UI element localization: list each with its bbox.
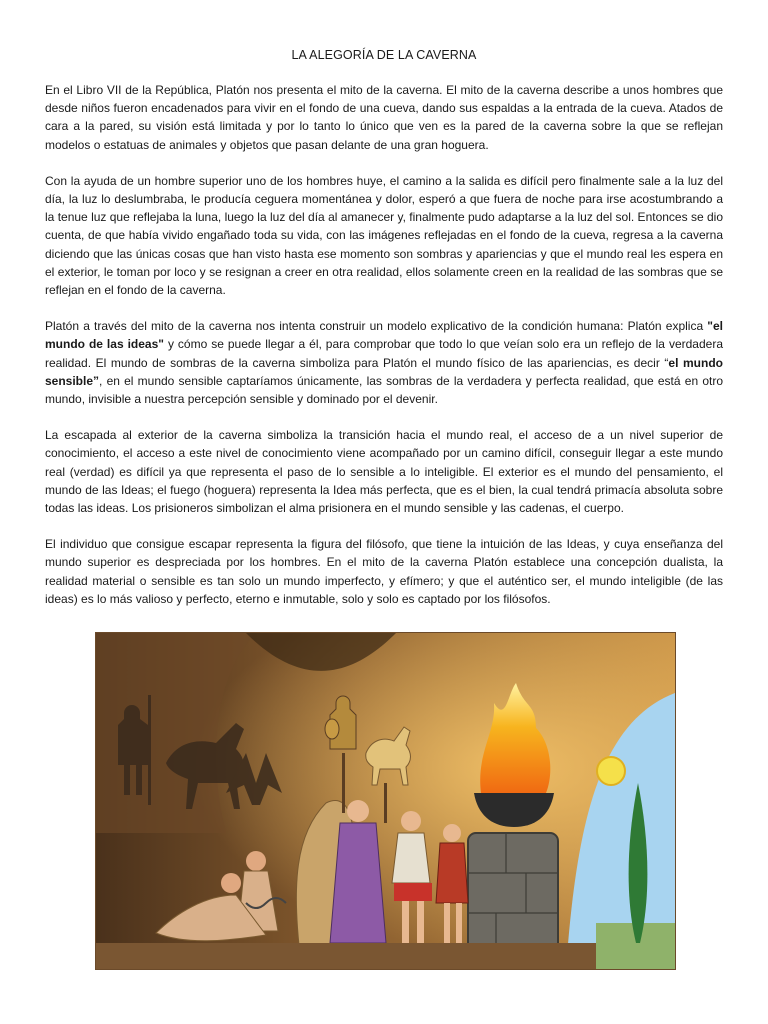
figure-red-body [392,833,430,883]
figure-red-skirt [394,883,432,901]
figure-red-leg-1 [402,901,409,943]
paragraph-3-text-2: y cómo se puede llegar a él, para comprobar que todo lo que veían solo era un reflejo de la verdadera realidad. El mundo de sombras de la caverna simboliza para Platón el mundo físico de las apariencias, es decir “ [45,337,723,370]
document-body [45,81,723,626]
bold-mundo-ideas: "el mundo de las ideas" [45,319,723,352]
bold-mundo-sensible: el mundo sensible” [45,355,723,388]
figure-red-leg-2 [417,901,424,943]
figure-small-head [443,824,461,842]
sun [597,757,625,785]
shadow-spear [148,695,151,805]
prisoner-2-head [221,873,241,893]
paragraph-3-text-3: , en el mundo sensible captaríamos únicamente, las sombras de la verdadera y perfecta realidad, que está en otro mundo, invisible a nuestra percepción sensible y dominado por el devenir. [45,373,723,407]
figure-purple-head [347,800,369,822]
paragraph-5: El individuo que consigue escapar representa la figura del filósofo, que tiene la intuición de las Ideas, y cuya enseñanza del mundo superior es despreciada por los hombres. En el mito de la caverna Platón establece una concepción dualista, la realidad material o sensible es tan solo un mundo imperfecto, y efímero; y que el auténtico ser, el mundo inteligible (de las ideas) es lo más valioso y perfecto, eterno e inmutable, solo y solo es captado por los filósofos. [45,537,723,606]
cave-floor [96,943,596,969]
cave-illustration-svg [96,633,675,969]
figure-purple-body [330,823,386,943]
paragraph-2: Con la ayuda de un hombre superior uno de los hombres huye, el camino a la salida es difícil pero finalmente sale a la luz del día, la luz lo deslumbraba, le producía ceguera momentánea y dolor, esperó a que fuera de noche para irse acostumbrando a la tenue luz que reflejaba la luna, luego la luz del día al amanecer y, finalmente pudo adaptarse a la luz del sol. Entonces se dio cuenta, de que había vivido engañado toda su vida, con las imágenes reflejadas en el fondo de la cueva, regresa a la caverna diciendo que las únicas cosas que han visto hasta ese momento son sombras y apariencias y que el mundo real les espera en el exterior, le toman por loco y se resignan a creer en otra realidad, ellos solamente creen en la realidad de las sombras que se reflejan en el fondo de la caverna. [45,173,723,298]
statue-soldier-pole [342,753,345,813]
figure-small-leg-1 [444,903,450,943]
statue-horse-pole [384,783,387,823]
figure-red-head [401,811,421,831]
cave-illustration [95,632,676,970]
paragraph-3 [45,317,723,408]
figure-small-body [436,843,468,903]
figure-small-leg-2 [456,903,462,943]
paragraph-3-text-1: Platón a través del mito de la caverna nos intenta construir un modelo explicativo de la condición humana: Platón explica [45,319,708,334]
prisoner-1-head [246,851,266,871]
paragraph-1: En el Libro VII de la República, Platón nos presenta el mito de la caverna. El mito de la caverna describe a unos hombres que desde niños fueron encadenados para vivir en el fondo de una cueva, dando sus espaldas a la entrada de la cueva. Atados de cara a la pared, su visión está limitada y por lo tanto lo único que ven es la pared de la caverna sobre la que se reflejan modelos o estatuas de animales y objetos que pasan delante de una gran hoguera. [45,83,723,152]
paragraph-4: La escapada al exterior de la caverna simboliza la transición hacia el mundo real, el acceso de a un nivel superior de conocimiento, el acceso a este nivel de conocimiento viene acompañado por un camino difícil, conseguir llegar a este mundo real (verdad) es difícil ya que representa el paso de lo sensible a lo inteligible. El exterior es el mundo del pensamiento, el mundo de las Ideas; el fuego (hoguera) representa la Idea más perfecta, que es el bien, la cual tendrá primacía absoluta sobre todas las ideas. Los prisioneros simbolizan el alma prisionera en el mundo sensible y las cadenas, el cuerpo. [45,428,723,516]
statue-soldier-shield [325,719,339,739]
document-title: LA ALEGORÍA DE LA CAVERNA [291,48,477,62]
